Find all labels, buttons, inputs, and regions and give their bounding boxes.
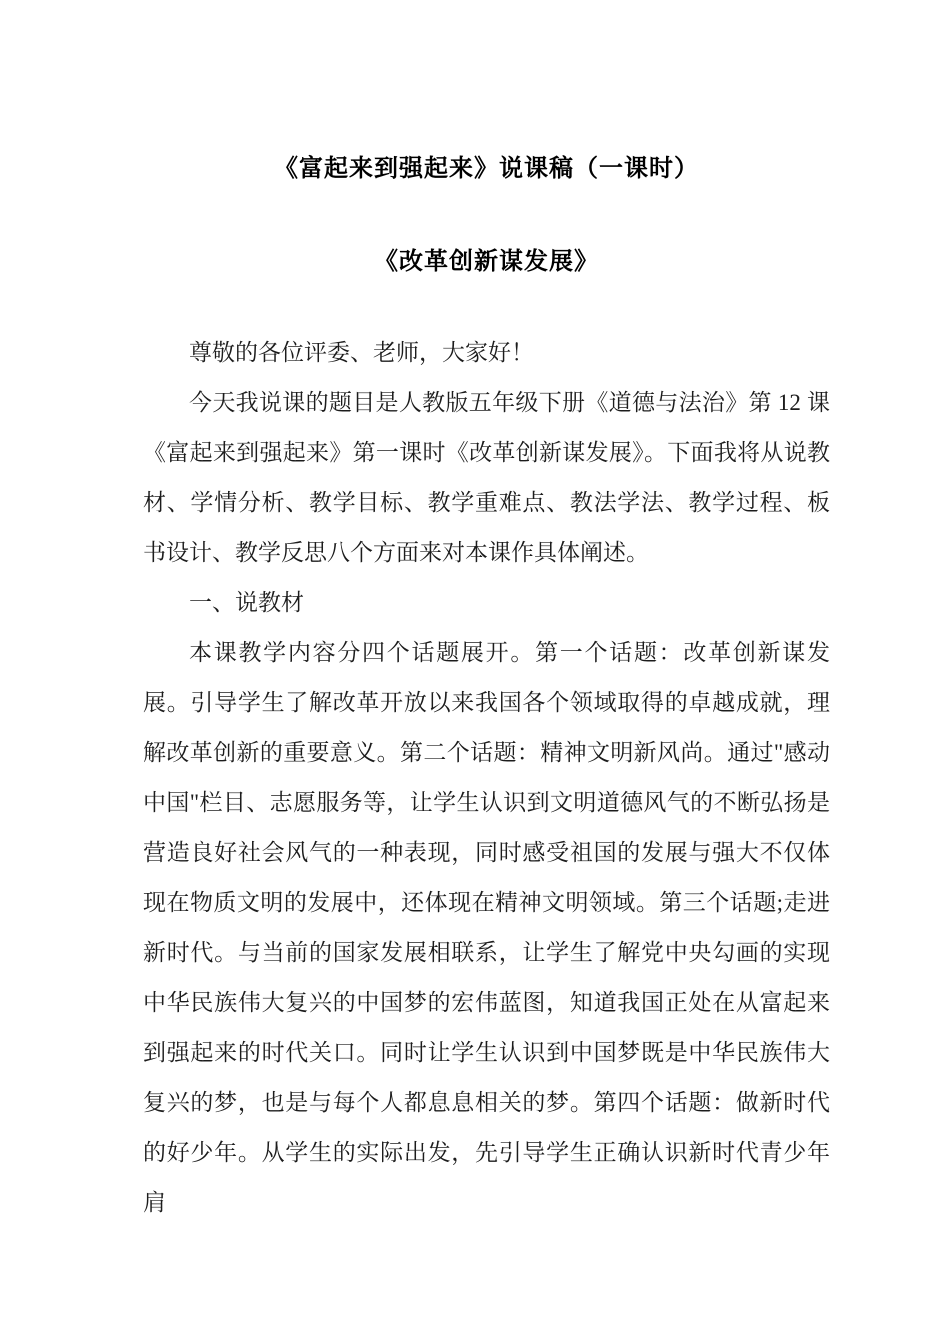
- greeting-paragraph: 尊敬的各位评委、老师，大家好！: [189, 340, 534, 365]
- teaching-material-paragraph: 本课教学内容分四个话题展开。第一个话题：改革创新谋发展。引导学生了解改革开放以来我国各个领域取得的卓越成就，理解改革创新的重要意义。第二个话题：精神文明新风尚。通过"感动中国"栏目、志愿服务等，让学生认识到文明道德风气的不断弘扬是营造良好社会风气的一种表现，同时感受祖国的发展与强大不仅体现在物质文明的发展中，还体现在精神文明领域。第三个话题;走进新时代。与当前的国家发展相联系，让学生了解党中央勾画的实现中华民族伟大复兴的中国梦的宏伟蓝图，知道我国正处在从富起来到强起来的时代关口。同时让学生认识到中国梦既是中华民族伟大复兴的梦，也是与每个人都息息相关的梦。第四个话题：做新时代的好少年。从学生的实际出发，先引导学生正确认识新时代青少年肩: [143, 640, 830, 1215]
- intro-paragraph: 今天我说课的题目是人教版五年级下册《道德与法治》第 12 课《富起来到强起来》第一课时《改革创新谋发展》。下面我将从说教材、学情分析、教学目标、教学重难点、教法学法、教学过程、板书设计、教学反思八个方面来对本课作具体阐述。: [143, 390, 830, 565]
- document-subtitle: 《改革创新谋发展》: [374, 248, 599, 275]
- section-heading-shuo-jiaocai: 一、说教材: [189, 590, 304, 615]
- document-body: [143, 328, 830, 1228]
- document-title: 《富起来到强起来》说课稿（一课时）: [274, 155, 699, 182]
